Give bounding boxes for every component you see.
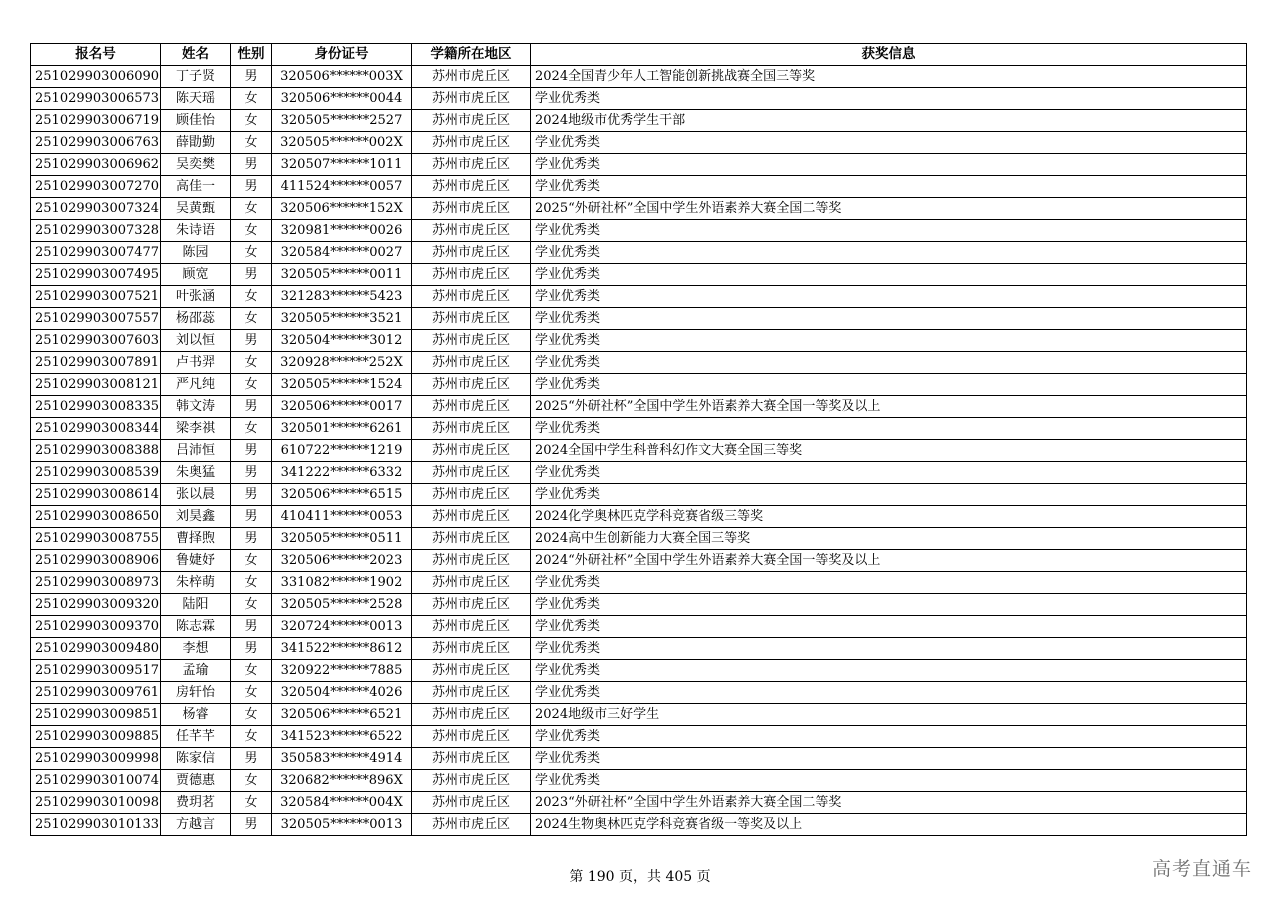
header-gender: 性别 <box>231 44 272 66</box>
cell-gender: 女 <box>231 374 272 396</box>
cell-gender: 女 <box>231 220 272 242</box>
cell-region: 苏州市虎丘区 <box>412 198 531 220</box>
cell-region: 苏州市虎丘区 <box>412 66 531 88</box>
cell-gender: 男 <box>231 396 272 418</box>
cell-region: 苏州市虎丘区 <box>412 176 531 198</box>
cell-gender: 女 <box>231 198 272 220</box>
cell-region: 苏州市虎丘区 <box>412 330 531 352</box>
header-registration-number: 报名号 <box>31 44 161 66</box>
cell-id-number: 320505******3521 <box>272 308 412 330</box>
cell-award-info: 学业优秀类 <box>531 374 1247 396</box>
cell-registration-number: 251029903007891 <box>31 352 161 374</box>
table-row <box>31 66 1247 88</box>
cell-id-number: 320505******0511 <box>272 528 412 550</box>
table-row <box>31 308 1247 330</box>
cell-registration-number: 251029903008388 <box>31 440 161 462</box>
cell-award-info: 学业优秀类 <box>531 242 1247 264</box>
cell-id-number: 320506******2023 <box>272 550 412 572</box>
cell-name: 韩文涛 <box>161 396 231 418</box>
cell-award-info: 2024生物奥林匹克学科竞赛省级一等奖及以上 <box>531 814 1247 836</box>
cell-name: 任芊芊 <box>161 726 231 748</box>
cell-region: 苏州市虎丘区 <box>412 484 531 506</box>
cell-registration-number: 251029903009885 <box>31 726 161 748</box>
cell-name: 陈天瑶 <box>161 88 231 110</box>
cell-region: 苏州市虎丘区 <box>412 682 531 704</box>
cell-name: 朱奥猛 <box>161 462 231 484</box>
cell-id-number: 320505******2527 <box>272 110 412 132</box>
cell-id-number: 341523******6522 <box>272 726 412 748</box>
cell-award-info: 学业优秀类 <box>531 616 1247 638</box>
cell-id-number: 320922******7885 <box>272 660 412 682</box>
cell-gender: 男 <box>231 154 272 176</box>
cell-id-number: 320506******0044 <box>272 88 412 110</box>
header-region: 学籍所在地区 <box>412 44 531 66</box>
cell-registration-number: 251029903007521 <box>31 286 161 308</box>
cell-award-info: 学业优秀类 <box>531 682 1247 704</box>
cell-id-number: 610722******1219 <box>272 440 412 462</box>
cell-id-number: 320506******6515 <box>272 484 412 506</box>
cell-id-number: 331082******1902 <box>272 572 412 594</box>
cell-name: 薛勖勤 <box>161 132 231 154</box>
cell-award-info: 学业优秀类 <box>531 154 1247 176</box>
cell-gender: 女 <box>231 660 272 682</box>
table-row <box>31 726 1247 748</box>
cell-id-number: 320506******152X <box>272 198 412 220</box>
cell-id-number: 320504******3012 <box>272 330 412 352</box>
table-row <box>31 616 1247 638</box>
cell-name: 费玥茗 <box>161 792 231 814</box>
cell-region: 苏州市虎丘区 <box>412 638 531 660</box>
table-row <box>31 594 1247 616</box>
cell-id-number: 350583******4914 <box>272 748 412 770</box>
table-row <box>31 330 1247 352</box>
cell-name: 顾佳怡 <box>161 110 231 132</box>
table-row <box>31 198 1247 220</box>
cell-registration-number: 251029903007603 <box>31 330 161 352</box>
cell-gender: 女 <box>231 308 272 330</box>
cell-award-info: 2025“外研社杯”全国中学生外语素养大赛全国一等奖及以上 <box>531 396 1247 418</box>
cell-gender: 男 <box>231 264 272 286</box>
cell-region: 苏州市虎丘区 <box>412 792 531 814</box>
cell-registration-number: 251029903008121 <box>31 374 161 396</box>
cell-registration-number: 251029903006763 <box>31 132 161 154</box>
cell-region: 苏州市虎丘区 <box>412 550 531 572</box>
cell-registration-number: 251029903010133 <box>31 814 161 836</box>
table-body <box>31 66 1247 836</box>
cell-gender: 男 <box>231 616 272 638</box>
cell-award-info: 学业优秀类 <box>531 660 1247 682</box>
cell-region: 苏州市虎丘区 <box>412 704 531 726</box>
cell-registration-number: 251029903007477 <box>31 242 161 264</box>
cell-gender: 男 <box>231 462 272 484</box>
cell-award-info: 学业优秀类 <box>531 352 1247 374</box>
table-row <box>31 638 1247 660</box>
table-row <box>31 748 1247 770</box>
cell-region: 苏州市虎丘区 <box>412 264 531 286</box>
cell-name: 梁李祺 <box>161 418 231 440</box>
table-row <box>31 242 1247 264</box>
cell-award-info: 学业优秀类 <box>531 594 1247 616</box>
cell-award-info: 学业优秀类 <box>531 176 1247 198</box>
cell-name: 贾德惠 <box>161 770 231 792</box>
cell-gender: 女 <box>231 286 272 308</box>
cell-region: 苏州市虎丘区 <box>412 242 531 264</box>
table-row <box>31 462 1247 484</box>
cell-gender: 女 <box>231 242 272 264</box>
cell-id-number: 320507******1011 <box>272 154 412 176</box>
cell-registration-number: 251029903008614 <box>31 484 161 506</box>
cell-gender: 女 <box>231 770 272 792</box>
cell-award-info: 学业优秀类 <box>531 748 1247 770</box>
table-row <box>31 440 1247 462</box>
table-row <box>31 110 1247 132</box>
watermark: 高考直通车 <box>1151 858 1252 880</box>
cell-registration-number: 251029903007495 <box>31 264 161 286</box>
cell-id-number: 320505******0011 <box>272 264 412 286</box>
cell-award-info: 学业优秀类 <box>531 264 1247 286</box>
cell-name: 顾宽 <box>161 264 231 286</box>
table-row <box>31 286 1247 308</box>
roster-table <box>30 43 1247 836</box>
cell-id-number: 320682******896X <box>272 770 412 792</box>
cell-id-number: 320504******4026 <box>272 682 412 704</box>
cell-gender: 男 <box>231 484 272 506</box>
cell-registration-number: 251029903007328 <box>31 220 161 242</box>
cell-id-number: 320928******252X <box>272 352 412 374</box>
cell-id-number: 320501******6261 <box>272 418 412 440</box>
cell-registration-number: 251029903009370 <box>31 616 161 638</box>
cell-id-number: 320505******002X <box>272 132 412 154</box>
cell-name: 鲁婕妤 <box>161 550 231 572</box>
cell-region: 苏州市虎丘区 <box>412 286 531 308</box>
cell-award-info: 学业优秀类 <box>531 638 1247 660</box>
cell-id-number: 320505******2528 <box>272 594 412 616</box>
cell-award-info: 学业优秀类 <box>531 286 1247 308</box>
cell-id-number: 320506******003X <box>272 66 412 88</box>
cell-region: 苏州市虎丘区 <box>412 814 531 836</box>
cell-region: 苏州市虎丘区 <box>412 132 531 154</box>
cell-region: 苏州市虎丘区 <box>412 506 531 528</box>
cell-award-info: 2024全国中学生科普科幻作文大赛全国三等奖 <box>531 440 1247 462</box>
cell-id-number: 320981******0026 <box>272 220 412 242</box>
cell-region: 苏州市虎丘区 <box>412 594 531 616</box>
cell-award-info: 2024“外研社杯”全国中学生外语素养大赛全国一等奖及以上 <box>531 550 1247 572</box>
cell-name: 严凡纯 <box>161 374 231 396</box>
cell-id-number: 320505******1524 <box>272 374 412 396</box>
cell-gender: 男 <box>231 330 272 352</box>
cell-name: 李想 <box>161 638 231 660</box>
cell-award-info: 学业优秀类 <box>531 132 1247 154</box>
cell-registration-number: 251029903007557 <box>31 308 161 330</box>
cell-registration-number: 251029903008335 <box>31 396 161 418</box>
cell-name: 曹择煦 <box>161 528 231 550</box>
cell-gender: 女 <box>231 132 272 154</box>
cell-region: 苏州市虎丘区 <box>412 154 531 176</box>
table-header <box>31 44 1247 66</box>
cell-registration-number: 251029903008344 <box>31 418 161 440</box>
cell-registration-number: 251029903008973 <box>31 572 161 594</box>
cell-name: 张以晨 <box>161 484 231 506</box>
cell-id-number: 341522******8612 <box>272 638 412 660</box>
cell-award-info: 学业优秀类 <box>531 462 1247 484</box>
cell-name: 高佳一 <box>161 176 231 198</box>
cell-name: 房轩怡 <box>161 682 231 704</box>
cell-registration-number: 251029903006962 <box>31 154 161 176</box>
cell-region: 苏州市虎丘区 <box>412 616 531 638</box>
cell-award-info: 学业优秀类 <box>531 418 1247 440</box>
cell-registration-number: 251029903007324 <box>31 198 161 220</box>
cell-award-info: 学业优秀类 <box>531 330 1247 352</box>
cell-award-info: 学业优秀类 <box>531 88 1247 110</box>
cell-award-info: 2023“外研社杯”全国中学生外语素养大赛全国二等奖 <box>531 792 1247 814</box>
cell-registration-number: 251029903009761 <box>31 682 161 704</box>
table-row <box>31 682 1247 704</box>
cell-name: 陆阳 <box>161 594 231 616</box>
cell-gender: 女 <box>231 726 272 748</box>
cell-gender: 女 <box>231 110 272 132</box>
cell-id-number: 410411******0053 <box>272 506 412 528</box>
cell-region: 苏州市虎丘区 <box>412 528 531 550</box>
cell-registration-number: 251029903009517 <box>31 660 161 682</box>
header-name: 姓名 <box>161 44 231 66</box>
cell-registration-number: 251029903008539 <box>31 462 161 484</box>
cell-name: 杨睿 <box>161 704 231 726</box>
cell-award-info: 2025“外研社杯”全国中学生外语素养大赛全国二等奖 <box>531 198 1247 220</box>
table-row <box>31 528 1247 550</box>
cell-award-info: 2024高中生创新能力大赛全国三等奖 <box>531 528 1247 550</box>
table-row <box>31 374 1247 396</box>
cell-name: 杨邵蕊 <box>161 308 231 330</box>
table-row <box>31 176 1247 198</box>
cell-name: 刘以恒 <box>161 330 231 352</box>
cell-region: 苏州市虎丘区 <box>412 220 531 242</box>
cell-gender: 女 <box>231 572 272 594</box>
cell-region: 苏州市虎丘区 <box>412 660 531 682</box>
cell-name: 朱梓萌 <box>161 572 231 594</box>
cell-registration-number: 251029903008906 <box>31 550 161 572</box>
cell-award-info: 2024全国青少年人工智能创新挑战赛全国三等奖 <box>531 66 1247 88</box>
cell-region: 苏州市虎丘区 <box>412 726 531 748</box>
cell-gender: 女 <box>231 418 272 440</box>
cell-region: 苏州市虎丘区 <box>412 374 531 396</box>
cell-registration-number: 251029903009998 <box>31 748 161 770</box>
table-row <box>31 814 1247 836</box>
cell-gender: 女 <box>231 352 272 374</box>
cell-gender: 女 <box>231 594 272 616</box>
cell-id-number: 320506******6521 <box>272 704 412 726</box>
cell-id-number: 320506******0017 <box>272 396 412 418</box>
cell-registration-number: 251029903008650 <box>31 506 161 528</box>
table-row <box>31 484 1247 506</box>
cell-id-number: 320584******004X <box>272 792 412 814</box>
cell-award-info: 学业优秀类 <box>531 572 1247 594</box>
cell-registration-number: 251029903009320 <box>31 594 161 616</box>
cell-name: 卢书羿 <box>161 352 231 374</box>
cell-gender: 女 <box>231 550 272 572</box>
cell-award-info: 学业优秀类 <box>531 484 1247 506</box>
cell-award-info: 2024地级市三好学生 <box>531 704 1247 726</box>
cell-region: 苏州市虎丘区 <box>412 770 531 792</box>
cell-award-info: 学业优秀类 <box>531 308 1247 330</box>
cell-registration-number: 251029903008755 <box>31 528 161 550</box>
cell-gender: 男 <box>231 748 272 770</box>
cell-gender: 男 <box>231 440 272 462</box>
cell-registration-number: 251029903006090 <box>31 66 161 88</box>
cell-region: 苏州市虎丘区 <box>412 308 531 330</box>
cell-name: 朱诗语 <box>161 220 231 242</box>
cell-region: 苏州市虎丘区 <box>412 748 531 770</box>
cell-gender: 男 <box>231 506 272 528</box>
cell-region: 苏州市虎丘区 <box>412 440 531 462</box>
cell-name: 方越言 <box>161 814 231 836</box>
cell-registration-number: 251029903010098 <box>31 792 161 814</box>
cell-id-number: 411524******0057 <box>272 176 412 198</box>
cell-name: 陈家信 <box>161 748 231 770</box>
cell-gender: 女 <box>231 704 272 726</box>
table-row <box>31 396 1247 418</box>
table-row <box>31 352 1247 374</box>
cell-gender: 女 <box>231 682 272 704</box>
table-row <box>31 792 1247 814</box>
cell-award-info: 2024化学奥林匹克学科竞赛省级三等奖 <box>531 506 1247 528</box>
cell-gender: 女 <box>231 88 272 110</box>
table-row <box>31 704 1247 726</box>
cell-id-number: 320724******0013 <box>272 616 412 638</box>
table-row <box>31 770 1247 792</box>
cell-name: 吴奕樊 <box>161 154 231 176</box>
cell-registration-number: 251029903009851 <box>31 704 161 726</box>
cell-registration-number: 251029903007270 <box>31 176 161 198</box>
cell-name: 吕沛恒 <box>161 440 231 462</box>
table-row <box>31 88 1247 110</box>
cell-name: 叶张涵 <box>161 286 231 308</box>
cell-gender: 女 <box>231 792 272 814</box>
cell-name: 刘昊鑫 <box>161 506 231 528</box>
cell-gender: 男 <box>231 528 272 550</box>
table-row <box>31 154 1247 176</box>
table-row <box>31 418 1247 440</box>
cell-award-info: 学业优秀类 <box>531 726 1247 748</box>
cell-gender: 男 <box>231 176 272 198</box>
table-row <box>31 220 1247 242</box>
cell-region: 苏州市虎丘区 <box>412 110 531 132</box>
cell-id-number: 320505******0013 <box>272 814 412 836</box>
cell-region: 苏州市虎丘区 <box>412 88 531 110</box>
cell-registration-number: 251029903006573 <box>31 88 161 110</box>
cell-region: 苏州市虎丘区 <box>412 572 531 594</box>
header-id-number: 身份证号 <box>272 44 412 66</box>
cell-region: 苏州市虎丘区 <box>412 462 531 484</box>
cell-name: 孟瑜 <box>161 660 231 682</box>
table-row <box>31 132 1247 154</box>
cell-gender: 男 <box>231 814 272 836</box>
page-number: 第 190 页，共 405 页 <box>569 869 711 885</box>
table-row <box>31 506 1247 528</box>
cell-registration-number: 251029903010074 <box>31 770 161 792</box>
cell-name: 丁子贤 <box>161 66 231 88</box>
cell-gender: 男 <box>231 66 272 88</box>
cell-region: 苏州市虎丘区 <box>412 396 531 418</box>
cell-id-number: 320584******0027 <box>272 242 412 264</box>
cell-name: 陈园 <box>161 242 231 264</box>
cell-region: 苏州市虎丘区 <box>412 418 531 440</box>
cell-award-info: 2024地级市优秀学生干部 <box>531 110 1247 132</box>
cell-name: 吴黄甄 <box>161 198 231 220</box>
cell-award-info: 学业优秀类 <box>531 770 1247 792</box>
header-row <box>31 44 1247 66</box>
cell-registration-number: 251029903006719 <box>31 110 161 132</box>
table-row <box>31 572 1247 594</box>
cell-id-number: 341222******6332 <box>272 462 412 484</box>
cell-gender: 男 <box>231 638 272 660</box>
cell-region: 苏州市虎丘区 <box>412 352 531 374</box>
cell-name: 陈志霖 <box>161 616 231 638</box>
cell-registration-number: 251029903009480 <box>31 638 161 660</box>
table-row <box>31 550 1247 572</box>
table-row <box>31 660 1247 682</box>
cell-award-info: 学业优秀类 <box>531 220 1247 242</box>
table-row <box>31 264 1247 286</box>
header-award-info: 获奖信息 <box>531 44 1247 66</box>
cell-id-number: 321283******5423 <box>272 286 412 308</box>
